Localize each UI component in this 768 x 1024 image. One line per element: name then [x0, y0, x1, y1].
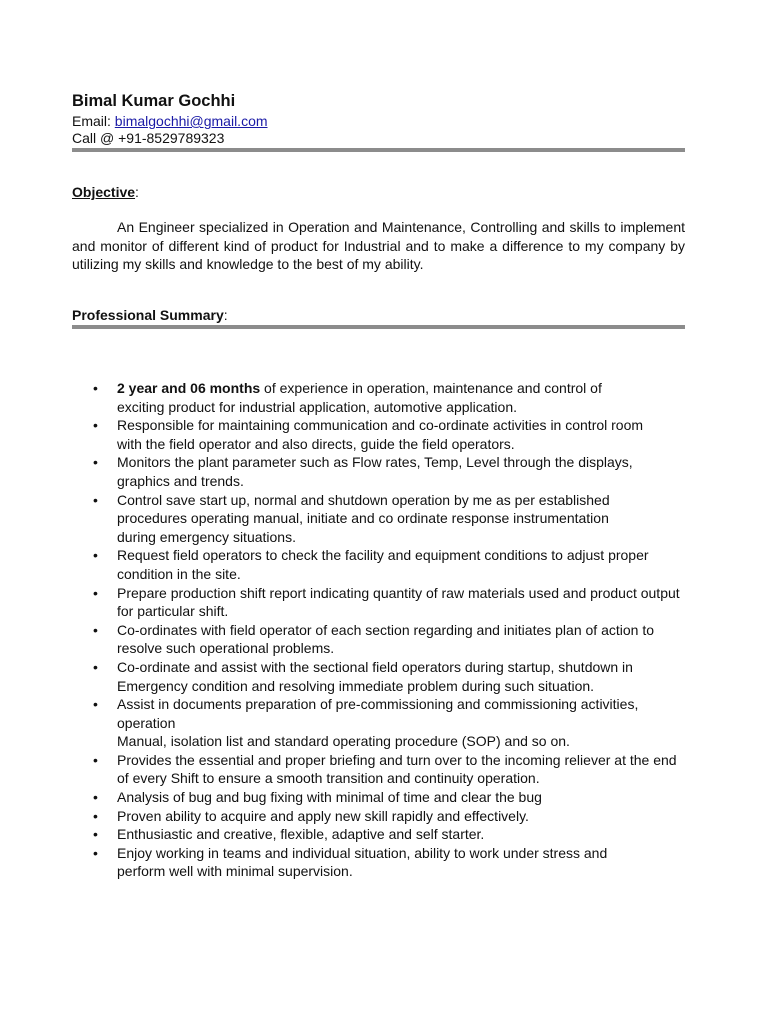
bullet-icon: • — [93, 454, 98, 471]
email-line — [72, 113, 268, 129]
bullet-icon: • — [93, 491, 98, 508]
list-item-line: Co-ordinates with field operator of each section regarding and initiates plan of action to — [117, 621, 654, 638]
list-item-line: Enthusiastic and creative, flexible, adaptive and self starter. — [117, 826, 485, 843]
email-link[interactable]: bimalgochhi@gmail.com — [114, 113, 268, 129]
summary-heading — [72, 307, 228, 323]
list-item-line: Manual, isolation list and standard operating procedure (SOP) and so on. — [117, 733, 570, 750]
list-item — [0, 751, 737, 788]
list-item-line: for particular shift. — [117, 603, 229, 620]
list-item-line: procedures operating manual, initiate and co ordinate response instrumentation — [117, 510, 609, 527]
bullet-icon: • — [93, 826, 98, 843]
bullet-icon: • — [93, 417, 98, 434]
list-item — [0, 621, 737, 658]
list-item-line: perform well with minimal supervision. — [117, 863, 353, 880]
objective-paragraph: An Engineer specialized in Operation and Maintenance, Controlling and skills to implement and monitor of different kind of product for Industrial and to make a difference to my company by utilizing my skills and knowledge to the best of my ability. — [72, 219, 685, 272]
list-item-line: operation — [117, 714, 176, 731]
list-item-line: resolve such operational problems. — [117, 640, 335, 657]
list-item — [0, 379, 737, 416]
email-label: Email: — [72, 113, 115, 129]
list-item-line: Analysis of bug and bug fixing with minimal of time and clear the bug — [117, 789, 542, 806]
list-item-line: Emergency condition and resolving immediate problem during such situation. — [117, 677, 595, 694]
list-item-text: of experience in operation, maintenance and control of — [260, 380, 602, 396]
candidate-name: Bimal Kumar Gochhi — [72, 92, 236, 110]
summary-heading-label: Professional Summary — [72, 307, 224, 323]
list-item-line: Control save start up, normal and shutdown operation by me as per established — [117, 491, 610, 508]
list-item-line: Assist in documents preparation of pre-commissioning and commissioning activities, — [117, 696, 639, 713]
list-item-line: with the field operator and also directs, guide the field operators. — [117, 435, 515, 452]
phone-line: Call @ +91-8529789323 — [72, 130, 225, 146]
list-item-line: Proven ability to acquire and apply new skill rapidly and effectively. — [117, 807, 529, 824]
list-item-line: Responsible for maintaining communication and co-ordinate activities in control room — [117, 417, 644, 434]
summary-heading-colon: : — [223, 307, 228, 323]
list-item-line: Monitors the plant parameter such as Flow rates, Temp, Level through the displays, — [117, 454, 633, 471]
bullet-icon: • — [93, 789, 98, 806]
list-item — [0, 584, 737, 621]
bullet-icon: • — [93, 380, 98, 396]
objective-heading-label: Objective — [72, 184, 136, 200]
list-item — [0, 546, 737, 583]
bullet-icon: • — [93, 621, 98, 638]
list-item-line: condition in the site. — [117, 565, 241, 582]
list-item-line: graphics and trends. — [117, 472, 244, 489]
list-item-line: during emergency situations. — [117, 528, 296, 545]
list-item-line: Co-ordinate and assist with the sectional field operators during startup, shutdown in — [117, 658, 633, 675]
bullet-icon: • — [93, 696, 98, 713]
list-item-line: Request field operators to check the facility and equipment conditions to adjust proper — [117, 547, 649, 564]
objective-heading — [72, 184, 139, 200]
list-item — [0, 825, 737, 844]
list-item — [0, 658, 737, 695]
list-item-line — [117, 379, 737, 398]
summary-divider — [72, 325, 685, 329]
list-item — [0, 491, 737, 547]
list-item — [0, 844, 737, 881]
bullet-icon: • — [93, 807, 98, 824]
list-item — [0, 695, 737, 751]
list-item-emphasis: 2 year and 06 months — [117, 380, 261, 396]
list-item-line: Prepare production shift report indicating quantity of raw materials used and product output — [117, 584, 680, 601]
list-item — [0, 453, 737, 490]
bullet-icon: • — [93, 844, 98, 861]
bullet-icon: • — [93, 751, 98, 768]
objective-text — [72, 218, 685, 274]
bullet-icon: • — [93, 658, 98, 675]
header-divider — [72, 148, 685, 152]
summary-list — [0, 379, 737, 881]
list-item-line: Enjoy working in teams and individual situation, ability to work under stress and — [117, 844, 608, 861]
list-item-line: of every Shift to ensure a smooth transition and continuity operation. — [117, 770, 540, 787]
objective-heading-colon: : — [135, 184, 139, 200]
list-item — [0, 788, 737, 807]
list-item-line: Provides the essential and proper briefing and turn over to the incoming reliever at the end — [117, 751, 677, 768]
bullet-icon: • — [93, 584, 98, 601]
list-item — [0, 416, 737, 453]
bullet-icon: • — [93, 547, 98, 564]
list-item-line: exciting product for industrial application, automotive application. — [117, 398, 518, 415]
list-item — [0, 807, 737, 826]
